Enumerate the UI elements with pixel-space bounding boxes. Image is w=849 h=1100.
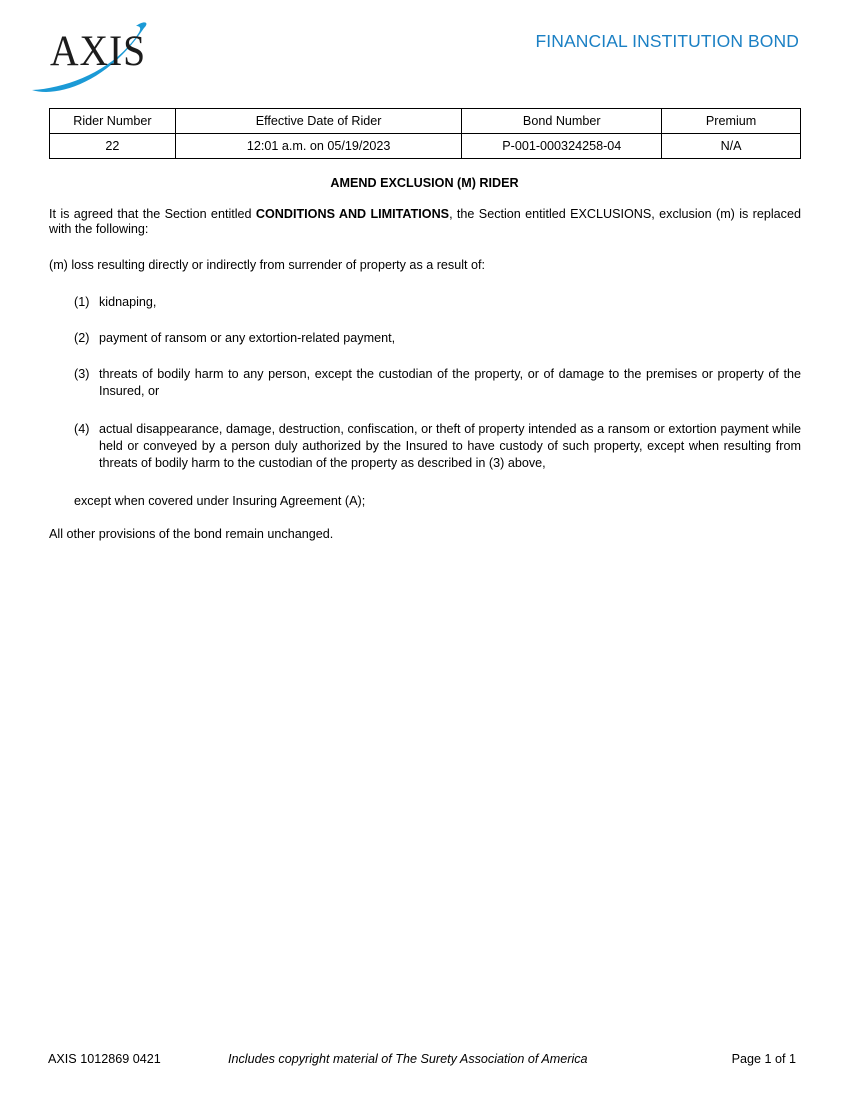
item-text: kidnaping, [99, 295, 157, 309]
item-number: (1) [74, 295, 90, 309]
bond-number-value: P-001-000324258-04 [462, 134, 662, 159]
footer-copyright: Includes copyright material of The Surety Association of America [228, 1052, 588, 1066]
table-header-row [50, 109, 801, 134]
document-title: FINANCIAL INSTITUTION BOND [535, 31, 799, 51]
intro-suffix: , the Section entitled EXCLUSIONS, exclusion (m) is replaced with the following: [49, 207, 801, 236]
exclusion-lead: (m) loss resulting directly or indirectly from surrender of property as a result of: [49, 258, 486, 272]
rider-info-table [49, 108, 801, 159]
intro-bold-section: CONDITIONS AND LIMITATIONS [255, 207, 450, 221]
item-text: payment of ransom or any extortion-related payment, [99, 331, 396, 345]
table-row [50, 134, 801, 159]
footer-page-number: Page 1 of 1 [731, 1052, 796, 1066]
item-number: (3) [74, 367, 90, 381]
intro-paragraph [49, 207, 801, 237]
item-number: (4) [74, 422, 90, 436]
list-item [74, 421, 801, 472]
item-text: actual disappearance, damage, destruction, confiscation, or theft of property intended as a ransom or extortion payment while held or conveyed by a person duly authorized by the Insured to have custody of such property, except when resulting from threats of bodily harm to the custodian of the property as described in (3) above, [99, 422, 801, 470]
header-bond-number: Bond Number [462, 109, 662, 134]
exception-text: except when covered under Insuring Agreement (A); [74, 494, 366, 508]
rider-heading: AMEND EXCLUSION (M) RIDER [330, 176, 519, 190]
list-item [74, 330, 801, 347]
header-premium: Premium [662, 109, 801, 134]
item-text: threats of bodily harm to any person, except the custodian of the property, or of damage to the premises or property of the Insured, or [99, 367, 801, 398]
closing-text: All other provisions of the bond remain unchanged. [49, 527, 334, 541]
logo-text: AXIS [50, 28, 146, 75]
footer-form-number: AXIS 1012869 0421 [48, 1052, 161, 1066]
item-number: (2) [74, 331, 90, 345]
axis-logo [28, 18, 152, 98]
list-item [74, 294, 801, 311]
header-rider-number: Rider Number [50, 109, 176, 134]
rider-number-value: 22 [50, 134, 176, 159]
premium-value: N/A [662, 134, 801, 159]
header-effective-date: Effective Date of Rider [175, 109, 462, 134]
intro-prefix: It is agreed that the Section entitled [49, 207, 256, 221]
list-item [74, 366, 801, 400]
effective-date-value: 12:01 a.m. on 05/19/2023 [175, 134, 462, 159]
